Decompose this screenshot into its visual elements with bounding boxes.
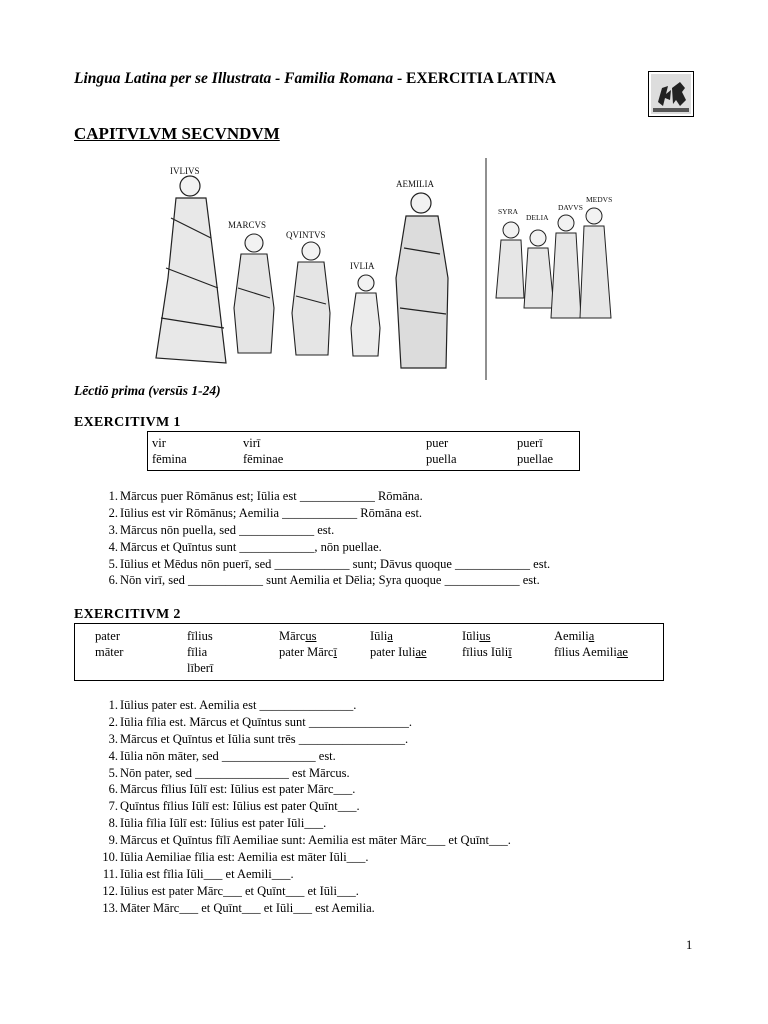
vocab-cell: fīlius Aemiliae — [554, 645, 628, 659]
vocab-cell: puella — [426, 452, 457, 466]
vocab-cell: Iūlius — [462, 629, 491, 643]
vocab-cell: puer — [426, 436, 449, 450]
vocab-cell: puellae — [517, 452, 554, 466]
header-separator: - — [393, 70, 407, 87]
header-italic-title: Lingua Latina per se Illustrata - — [74, 70, 285, 87]
vocab-cell: fīlius Iūliī — [462, 645, 512, 659]
vocab-cell: vir — [152, 436, 166, 450]
vocab-cell: Mārcus — [279, 629, 317, 643]
exercise-2-vocab-box — [74, 623, 664, 681]
vocab-cell: Iūlia — [370, 629, 393, 643]
exercise-1-vocab-box — [147, 431, 580, 471]
label-davus: DAVVS — [558, 203, 583, 212]
vocab-cell: fēmina — [152, 452, 187, 466]
page-number: 1 — [686, 938, 693, 952]
label-syra: SYRA — [498, 207, 519, 216]
label-delia: DELIA — [526, 213, 549, 222]
vocab-cell: fīlius — [187, 629, 213, 643]
publisher-logo — [648, 71, 694, 117]
vocab-cell: Aemilia — [554, 629, 595, 643]
vocab-cell: fēminae — [243, 452, 284, 466]
label-medus: MEDVS — [586, 195, 613, 204]
exercise-1-heading: EXERCITIVM 1 — [74, 415, 181, 430]
vocab-cell: virī — [243, 436, 261, 450]
vocab-cell: fīlia — [187, 645, 208, 659]
label-iulia: IVLIA — [350, 261, 375, 271]
vocab-cell: pater Iuliae — [370, 645, 427, 659]
label-quintus: QVINTVS — [286, 230, 326, 240]
label-aemilia: AEMILIA — [396, 179, 434, 189]
vocab-cell: pater — [95, 629, 120, 643]
section-subtitle: Lēctiō prima (versūs 1-24) — [74, 383, 221, 398]
exercise-2-heading: EXERCITIVM 2 — [74, 607, 181, 622]
family-illustration — [146, 158, 622, 380]
label-marcus: MARCVS — [228, 220, 267, 230]
document-header — [74, 70, 556, 88]
vocab-cell: māter — [95, 645, 124, 659]
vocab-cell: pater Mārcī — [279, 645, 337, 659]
label-iulius: IVLIVS — [170, 166, 200, 176]
header-caps-title: EXERCITIA LATINA — [406, 70, 557, 87]
chapter-title: CAPITVLVM SECVNDVM — [74, 124, 280, 143]
vocab-cell: līberī — [187, 661, 214, 675]
vocab-cell: puerī — [517, 436, 543, 450]
header-italic-subtitle: Familia Romana — [284, 70, 394, 87]
